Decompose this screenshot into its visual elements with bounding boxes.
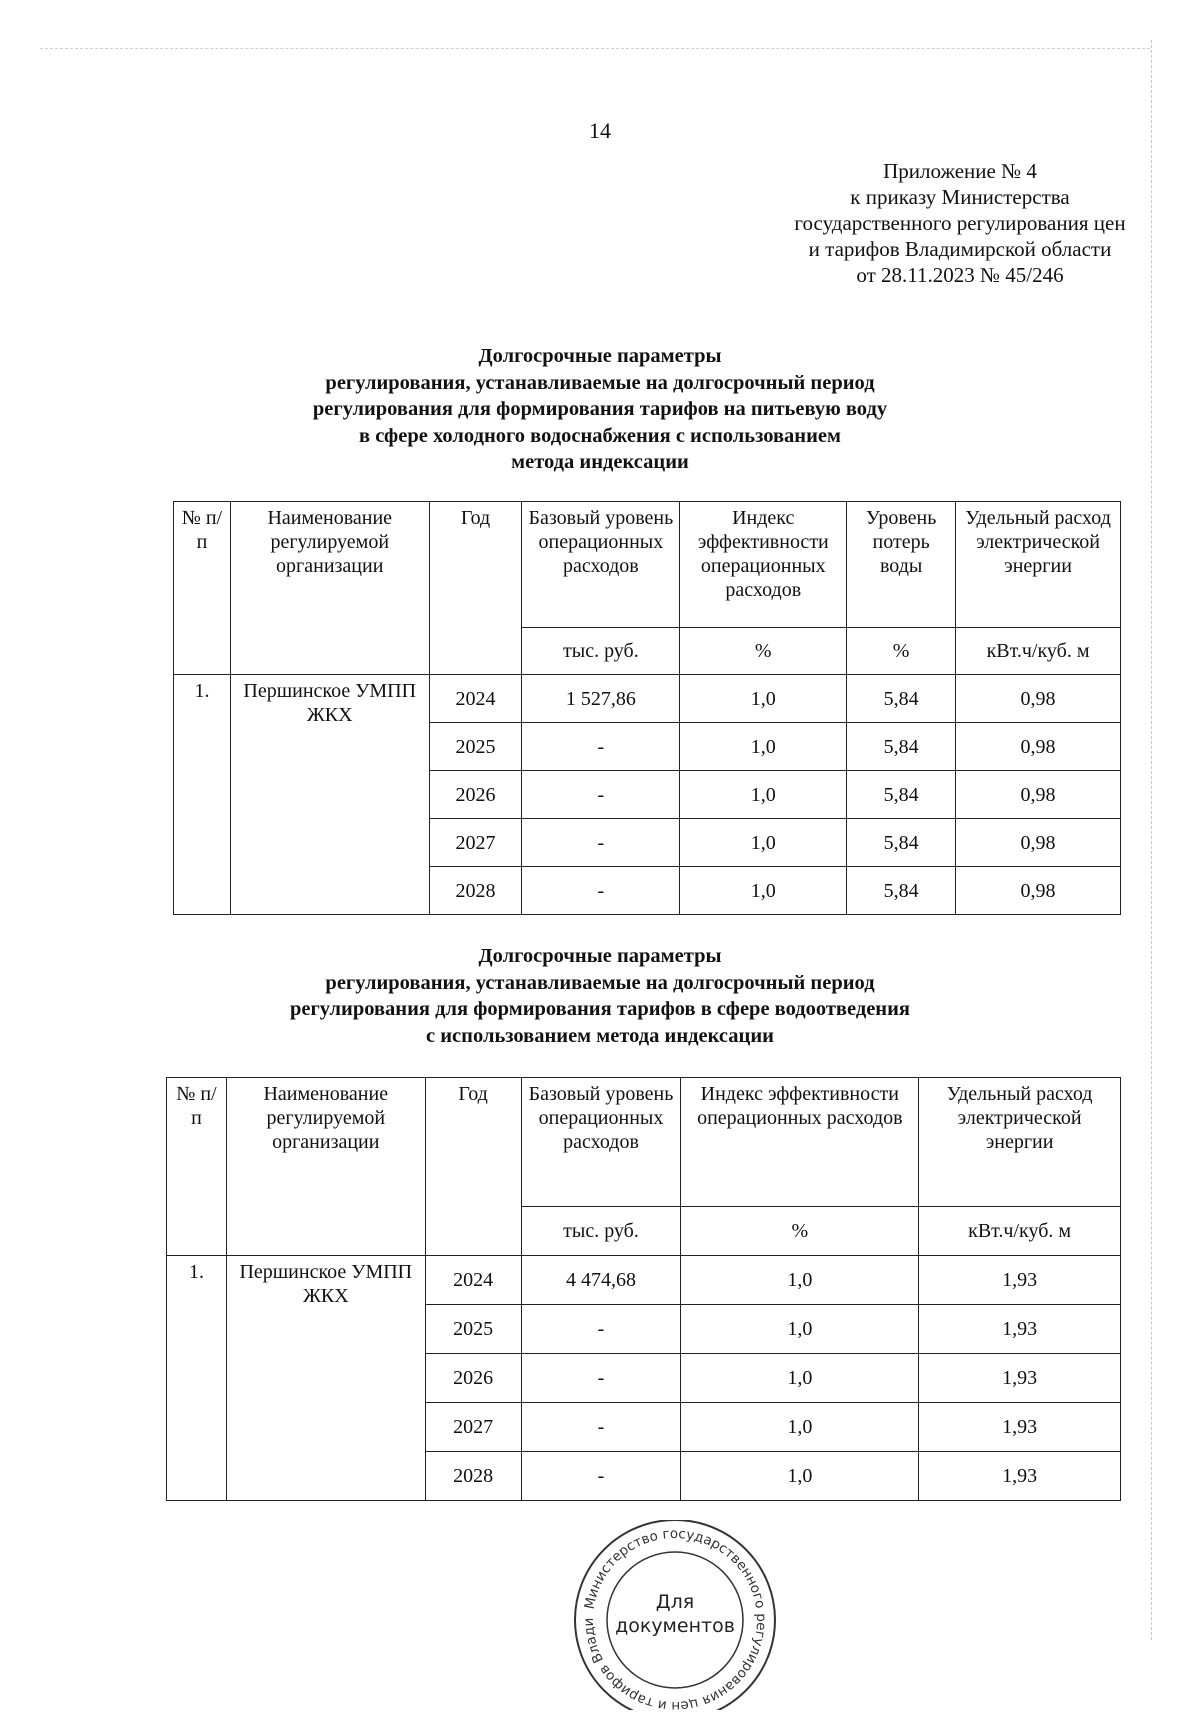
efficiency-index-cell: 1,0	[681, 1452, 919, 1501]
header-cell-base-opex: Базовый уровень операционных расходов	[522, 502, 680, 628]
header-cell-year: Год	[425, 1078, 521, 1256]
energy-consumption-cell: 0,98	[956, 771, 1121, 819]
title-line: регулирования, устанавливаемые на долгосрочный период	[325, 371, 875, 394]
page-number: 14	[589, 118, 611, 143]
energy-consumption-cell: 1,93	[919, 1354, 1121, 1403]
title-line: метода индексации	[511, 451, 689, 473]
title-line: Долгосрочные параметры	[478, 945, 722, 967]
base-opex-cell: -	[522, 771, 680, 819]
header-cell-base-opex: Базовый уровень операционных расходов	[521, 1078, 681, 1207]
stamp-line: Для	[655, 1591, 695, 1613]
row-number-cell: 1.	[174, 675, 231, 915]
appendix-line: Приложение № 4	[883, 159, 1037, 183]
efficiency-index-cell: 1,0	[680, 675, 847, 723]
water-loss-cell: 5,84	[847, 819, 956, 867]
energy-consumption-cell: 1,93	[919, 1256, 1121, 1305]
header-cell-efficiency-index: Индекс эффективности операционных расходов	[680, 502, 847, 628]
water-loss-cell: 5,84	[847, 675, 956, 723]
title-line: Долгосрочные параметры	[478, 345, 722, 367]
appendix-line: к приказу Министерства	[850, 185, 1070, 209]
year-cell: 2024	[425, 1256, 521, 1305]
header-cell-water-loss: Уровень потерь воды	[847, 502, 956, 628]
energy-consumption-cell: 1,93	[919, 1452, 1121, 1501]
efficiency-index-cell: 1,0	[680, 723, 847, 771]
header-cell-number: № п/п	[174, 502, 231, 675]
efficiency-index-cell: 1,0	[680, 867, 847, 915]
unit-cell: %	[680, 628, 847, 675]
year-cell: 2027	[429, 819, 522, 867]
title-line: регулирования для формирования тарифов в сфере водоотведения	[289, 998, 911, 1020]
year-cell: 2025	[425, 1305, 521, 1354]
unit-cell: тыс. руб.	[522, 628, 680, 675]
year-cell: 2027	[425, 1403, 521, 1452]
organization-cell: Першинское УМПП ЖКХ	[226, 1256, 425, 1501]
header-cell-number: № п/п	[167, 1078, 227, 1256]
water-loss-cell: 5,84	[847, 771, 956, 819]
efficiency-index-cell: 1,0	[680, 819, 847, 867]
table-row	[174, 675, 1121, 723]
energy-consumption-cell: 0,98	[956, 723, 1121, 771]
efficiency-index-cell: 1,0	[681, 1256, 919, 1305]
organization-cell: Першинское УМПП ЖКХ	[230, 675, 429, 915]
energy-consumption-cell: 1,93	[919, 1305, 1121, 1354]
year-cell: 2025	[429, 723, 522, 771]
base-opex-cell: -	[521, 1305, 681, 1354]
title-line: регулирования для формирования тарифов на питьевую воду	[312, 398, 888, 420]
unit-cell: кВт.ч/куб. м	[956, 628, 1121, 675]
header-cell-year: Год	[429, 502, 522, 675]
energy-consumption-cell: 1,93	[919, 1403, 1121, 1452]
title-line: в сфере холодного водоснабжения с использованием	[359, 424, 841, 447]
scan-top-artifact	[40, 48, 1150, 49]
year-cell: 2026	[429, 771, 522, 819]
unit-cell: %	[681, 1207, 919, 1256]
water-loss-cell: 5,84	[847, 723, 956, 771]
header-cell-energy-consumption: Удельный расход электрической энергии	[919, 1078, 1121, 1207]
base-opex-cell: -	[522, 867, 680, 915]
efficiency-index-cell: 1,0	[680, 771, 847, 819]
year-cell: 2026	[425, 1354, 521, 1403]
base-opex-cell: -	[521, 1403, 681, 1452]
year-cell: 2024	[429, 675, 522, 723]
stamp-line: документов	[615, 1615, 735, 1637]
table-1-title	[100, 343, 1100, 476]
row-number-cell: 1.	[167, 1256, 227, 1501]
header-cell-organization: Наименование регулируемой организации	[226, 1078, 425, 1256]
title-line: регулирования, устанавливаемые на долгосрочный период	[325, 971, 875, 994]
title-line: с использованием метода индексации	[426, 1024, 774, 1047]
base-opex-cell: 4 474,68	[521, 1256, 681, 1305]
appendix-line: от 28.11.2023 № 45/246	[856, 263, 1064, 287]
header-cell-energy-consumption: Удельный расход электрической энергии	[956, 502, 1121, 628]
efficiency-index-cell: 1,0	[681, 1305, 919, 1354]
base-opex-cell: 1 527,86	[522, 675, 680, 723]
unit-cell: %	[847, 628, 956, 675]
energy-consumption-cell: 0,98	[956, 675, 1121, 723]
appendix-line: государственного регулирования цен	[794, 211, 1126, 235]
appendix-block	[740, 158, 1180, 288]
stamp-ring-text: Министерство государственного регулирования цен и тарифов Влади	[580, 1525, 770, 1710]
table-row	[167, 1256, 1121, 1305]
stamp-center-text	[595, 1590, 755, 1638]
water-loss-cell: 5,84	[847, 867, 956, 915]
energy-consumption-cell: 0,98	[956, 819, 1121, 867]
official-stamp	[565, 1520, 785, 1710]
unit-cell: тыс. руб.	[521, 1207, 681, 1256]
efficiency-index-cell: 1,0	[681, 1403, 919, 1452]
base-opex-cell: -	[521, 1452, 681, 1501]
base-opex-cell: -	[521, 1354, 681, 1403]
table-2-title	[100, 943, 1100, 1049]
header-row	[167, 1078, 1121, 1207]
year-cell: 2028	[429, 867, 522, 915]
water-supply-params-table	[173, 501, 1121, 915]
efficiency-index-cell: 1,0	[681, 1354, 919, 1403]
wastewater-params-table	[166, 1077, 1121, 1501]
base-opex-cell: -	[522, 723, 680, 771]
base-opex-cell: -	[522, 819, 680, 867]
header-row	[174, 502, 1121, 628]
energy-consumption-cell: 0,98	[956, 867, 1121, 915]
header-cell-organization: Наименование регулируемой организации	[230, 502, 429, 675]
year-cell: 2028	[425, 1452, 521, 1501]
appendix-line: и тарифов Владимирской области	[808, 237, 1112, 261]
header-cell-efficiency-index: Индекс эффективности операционных расходов	[681, 1078, 919, 1207]
unit-cell: кВт.ч/куб. м	[919, 1207, 1121, 1256]
